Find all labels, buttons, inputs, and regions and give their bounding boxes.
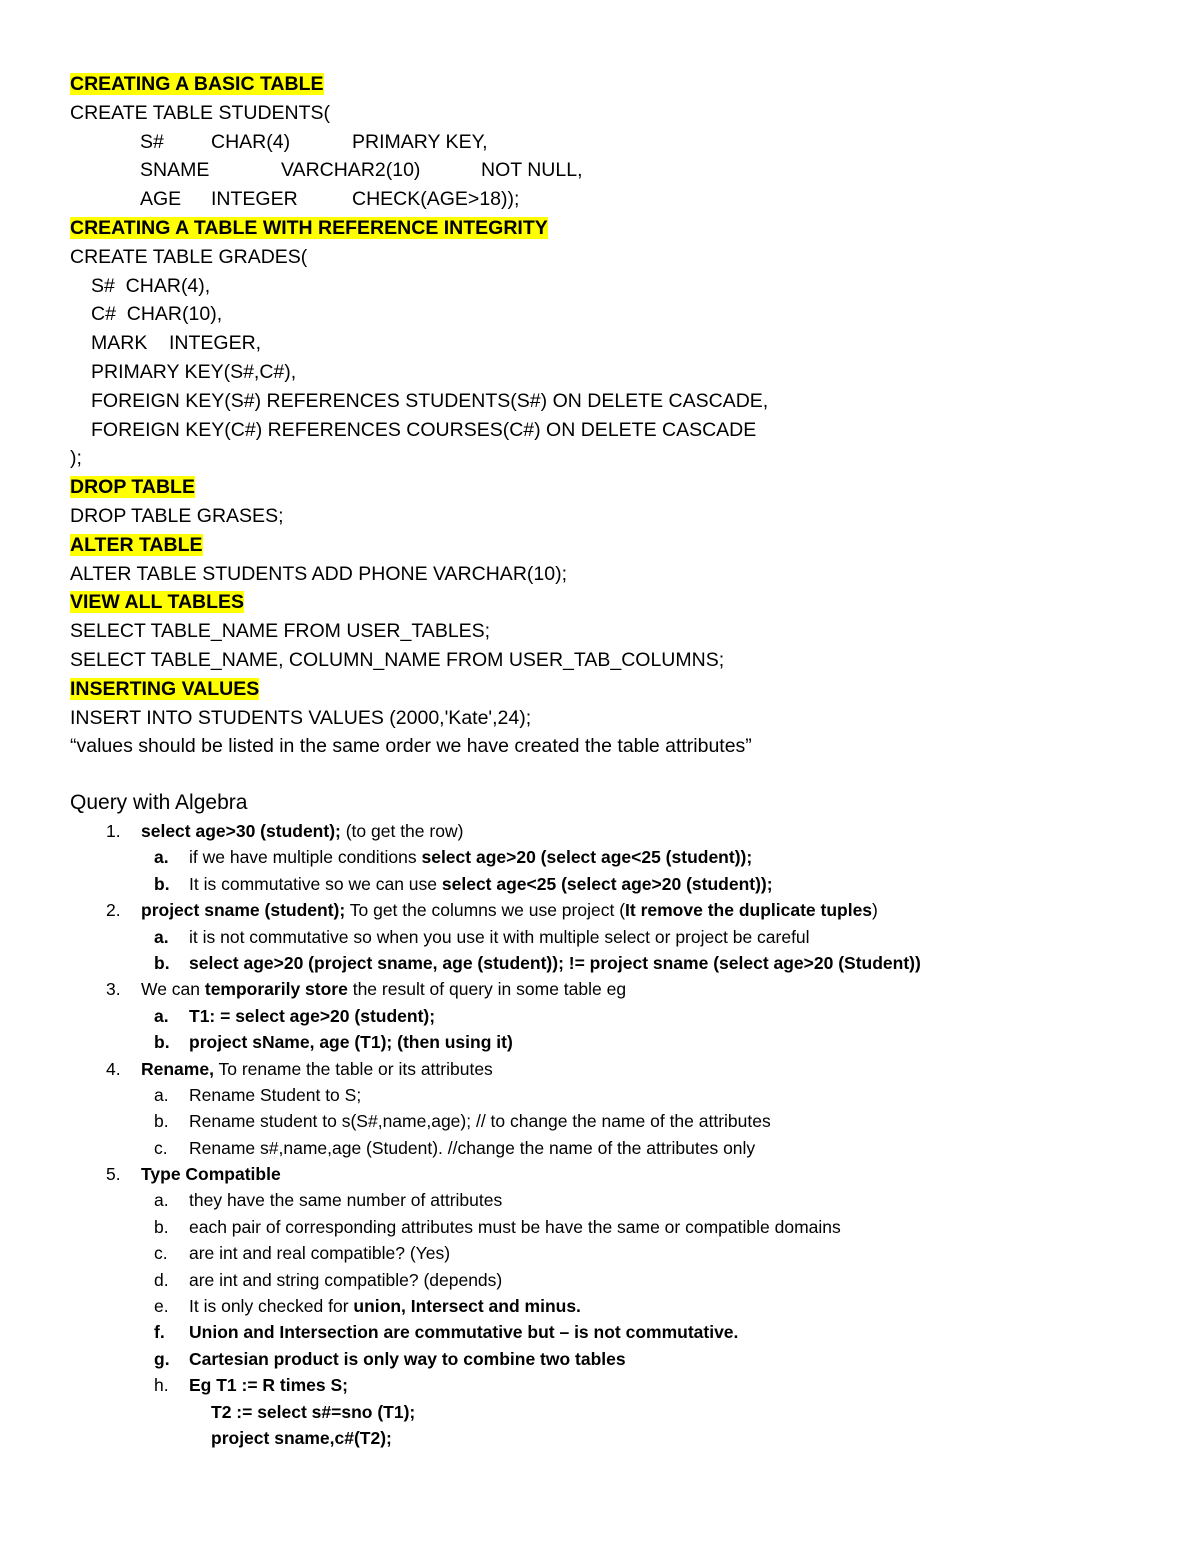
item-bold-text: Union and Intersection are commutative but – is not commutative.	[189, 1322, 739, 1343]
grades-line: FOREIGN KEY(C#) REFERENCES COURSES(C#) ON DELETE CASCADE	[91, 418, 757, 441]
subitem-letter: a.	[154, 847, 169, 868]
subitem-letter: c.	[154, 1243, 168, 1264]
heading-inserting-values: INSERTING VALUES	[70, 677, 260, 700]
subitem-letter: a.	[154, 1190, 169, 1211]
list-subitem	[70, 1135, 1150, 1161]
item-text: are int and string compatible? (depends)	[189, 1269, 503, 1290]
grades-line: S# CHAR(4),	[91, 274, 211, 297]
list-subitem	[70, 1214, 1150, 1240]
list-subitem	[70, 1003, 1150, 1029]
item-text: To get the columns we use project (	[345, 900, 626, 921]
item-number: 3.	[106, 979, 121, 1000]
subitem-letter: b.	[154, 1111, 169, 1132]
item-bold-text: select age>20 (select age<25 (student));	[421, 847, 753, 868]
list-subitem	[70, 1029, 1150, 1055]
item-text: Rename student to s(S#,name,age); // to change the name of the attributes	[189, 1111, 771, 1132]
heading-basic-table: CREATING A BASIC TABLE	[70, 73, 324, 95]
list-item	[70, 818, 1150, 844]
col-type: CHAR(4)	[211, 130, 291, 153]
alter-statement: ALTER TABLE STUDENTS ADD PHONE VARCHAR(10);	[70, 562, 567, 585]
subitem-letter: b.	[154, 1032, 170, 1053]
students-col-age	[70, 185, 1150, 214]
col-type: INTEGER	[211, 188, 298, 211]
grades-line: MARK INTEGER,	[91, 332, 262, 355]
item-bold-text: project sName, age (T1); (then using it)	[189, 1032, 513, 1053]
list-subitem-continued	[70, 1425, 1150, 1451]
item-text: it is not commutative so when you use it with multiple select or project be careful	[189, 926, 810, 947]
grades-line: C# CHAR(10),	[91, 303, 223, 326]
item-bold-text: It remove the duplicate tuples	[625, 900, 873, 921]
item-text: each pair of corresponding attributes must be have the same or compatible domains	[189, 1216, 841, 1237]
subitem-letter: e.	[154, 1296, 169, 1317]
item-number: 1.	[106, 821, 121, 841]
item-bold-text: Type Compatible	[141, 1164, 281, 1185]
subitem-letter: c.	[154, 1137, 168, 1158]
item-text: To rename the table or its attributes	[213, 1058, 493, 1079]
item-bold-text: Cartesian product is only way to combine two tables	[189, 1348, 626, 1369]
item-text: Rename Student to S;	[189, 1084, 362, 1105]
item-bold-text: T1: = select age>20 (student);	[189, 1005, 436, 1026]
subitem-letter: b.	[154, 1216, 169, 1237]
heading-view-all-tables: VIEW ALL TABLES	[70, 591, 245, 614]
list-item	[70, 976, 1150, 1002]
heading-drop-table: DROP TABLE	[70, 476, 195, 499]
students-col-s	[70, 128, 1150, 157]
sql-section	[70, 70, 1150, 761]
list-item	[70, 1161, 1150, 1187]
subitem-letter: h.	[154, 1375, 169, 1396]
grades-line: FOREIGN KEY(S#) REFERENCES STUDENTS(S#) ON DELETE CASCADE,	[91, 389, 769, 412]
item-bold-text: Rename,	[141, 1058, 214, 1079]
item-bold-text: project sname,c#(T2);	[211, 1427, 392, 1448]
list-subitem	[70, 844, 1150, 870]
item-text: It is only checked for	[189, 1296, 354, 1317]
col-constraint: CHECK(AGE>18));	[352, 188, 520, 211]
subitem-letter: a.	[154, 1005, 169, 1026]
list-subitem	[70, 950, 1150, 976]
item-text: they have the same number of attributes	[189, 1190, 503, 1211]
heading-alter-table: ALTER TABLE	[70, 533, 203, 556]
list-subitem	[70, 1082, 1150, 1108]
subitem-letter: a.	[154, 926, 169, 947]
item-text: the result of query in some table eg	[347, 979, 627, 1000]
list-subitem	[70, 1187, 1150, 1213]
subitem-letter: a.	[154, 1084, 169, 1105]
subitem-letter: b.	[154, 952, 170, 973]
col-name: S#	[140, 130, 164, 153]
item-text: We can	[141, 979, 205, 1000]
item-text: (to get the row)	[340, 821, 464, 841]
list-subitem	[70, 1267, 1150, 1293]
grades-line: PRIMARY KEY(S#,C#),	[91, 360, 297, 383]
algebra-list	[70, 818, 1150, 1451]
list-subitem	[70, 1240, 1150, 1266]
list-subitem	[70, 1108, 1150, 1134]
list-subitem	[70, 1346, 1150, 1372]
subitem-letter: d.	[154, 1269, 169, 1290]
view-statement-1: SELECT TABLE_NAME FROM USER_TABLES;	[70, 620, 491, 643]
col-name: AGE	[140, 188, 182, 211]
insert-note: “values should be listed in the same order we have created the table attributes”	[70, 735, 752, 758]
insert-statement: INSERT INTO STUDENTS VALUES (2000,'Kate',24);	[70, 706, 532, 729]
col-constraint: PRIMARY KEY,	[352, 130, 488, 153]
heading-reference-integrity: CREATING A TABLE WITH REFERENCE INTEGRITY	[70, 216, 548, 239]
item-text: if we have multiple conditions	[189, 847, 422, 868]
subitem-letter: g.	[154, 1348, 170, 1369]
item-text: are int and real compatible? (Yes)	[189, 1243, 451, 1264]
item-text: It is commutative so we can use	[189, 873, 442, 894]
item-bold-text: Eg T1 := R times S;	[189, 1375, 348, 1396]
list-subitem	[70, 1293, 1150, 1319]
algebra-heading: Query with Algebra	[70, 791, 248, 814]
item-text: Rename s#,name,age (Student). //change the name of the attributes only	[189, 1137, 756, 1158]
item-bold-text: select age<25 (select age>20 (student));	[441, 873, 773, 894]
item-bold-text: temporarily store	[204, 979, 348, 1000]
subitem-letter: f.	[154, 1322, 165, 1343]
list-subitem	[70, 1319, 1150, 1345]
students-col-sname	[70, 156, 1150, 185]
list-item	[70, 1056, 1150, 1082]
subitem-letter: b.	[154, 873, 170, 894]
item-bold-text: T2 := select s#=sno (T1);	[211, 1401, 416, 1422]
item-number: 4.	[106, 1058, 121, 1079]
item-number: 2.	[106, 900, 121, 921]
list-subitem	[70, 924, 1150, 950]
col-type: VARCHAR2(10)	[281, 159, 421, 182]
item-bold-text: project sname (student);	[141, 900, 346, 921]
create-students-line: CREATE TABLE STUDENTS(	[70, 101, 331, 124]
view-statement-2: SELECT TABLE_NAME, COLUMN_NAME FROM USER_TAB_COLUMNS;	[70, 648, 725, 671]
item-bold-text: select age>20 (project sname, age (student)); != project sname (select age>20 (Student))	[189, 952, 921, 973]
grades-close: );	[70, 447, 82, 470]
col-name: SNAME	[140, 159, 210, 182]
col-constraint: NOT NULL,	[481, 159, 583, 182]
item-bold-text: union, Intersect and minus.	[353, 1296, 581, 1317]
item-number: 5.	[106, 1164, 121, 1185]
item-text: )	[872, 900, 878, 921]
list-subitem-continued	[70, 1399, 1150, 1425]
list-subitem	[70, 1372, 1150, 1398]
drop-statement: DROP TABLE GRASES;	[70, 504, 284, 527]
create-grades-line: CREATE TABLE GRADES(	[70, 245, 308, 268]
list-item	[70, 897, 1150, 923]
list-subitem	[70, 871, 1150, 897]
item-bold-text: select age>30 (student);	[141, 821, 341, 841]
